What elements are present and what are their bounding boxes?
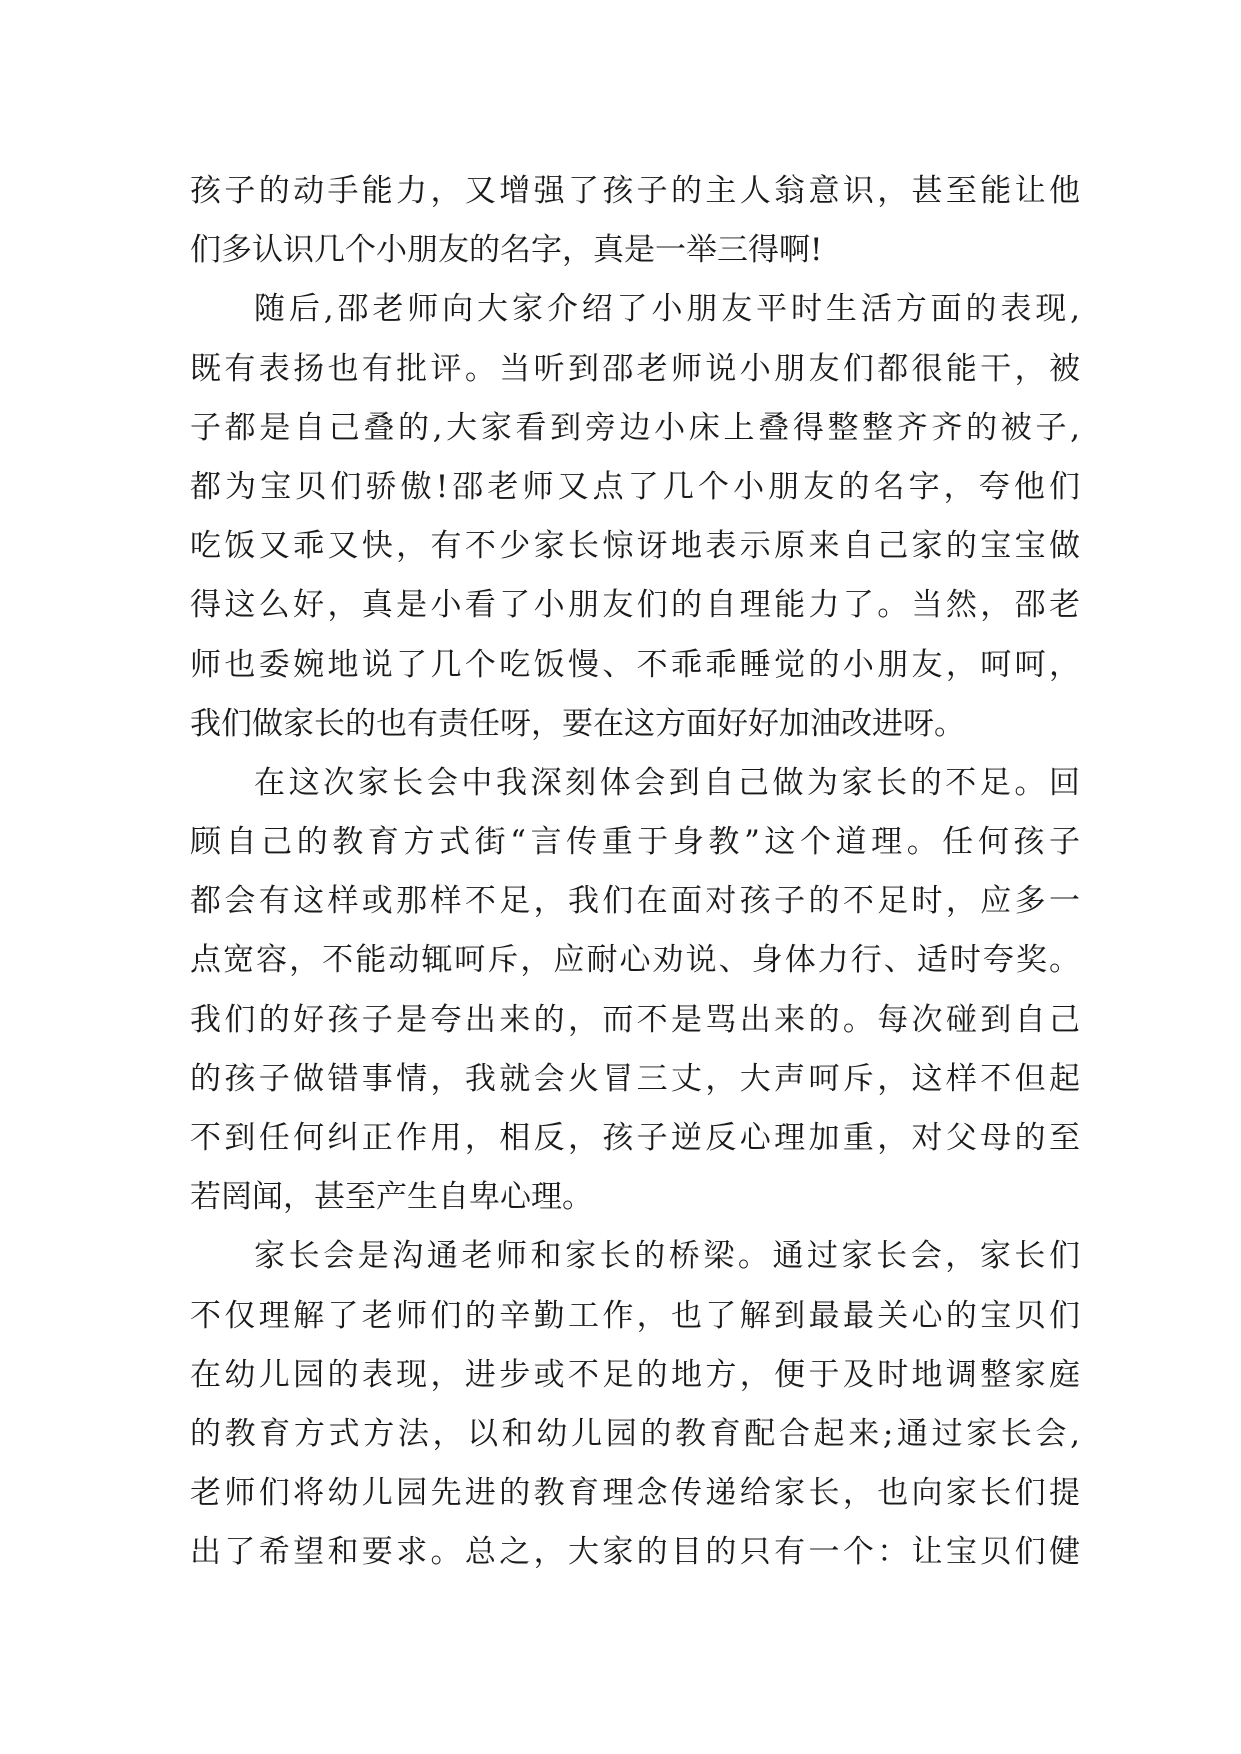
text-line: 得这么好，真是小看了小朋友们的自理能力了。当然，邵老 [190,587,1080,624]
text-line: 师也委婉地说了几个吃饭慢、不乖乖睡觉的小朋友，呵呵， [190,646,1080,683]
text-line: 我们的好孩子是夸出来的，而不是骂出来的。每次碰到自己 [190,1001,1080,1038]
text-line: 我们做家长的也有责任呀，要在这方面好好加油改进呀。 [190,705,965,742]
text-line: 不到任何纠正作用，相反，孩子逆反心理加重，对父母的至 [190,1120,1080,1156]
text-line: 都为宝贝们骄傲!邵老师又点了几个小朋友的名字，夸他们 [190,468,1080,505]
text-line: 孩子的动手能力，又增强了孩子的主人翁意识，甚至能让他 [190,173,1080,209]
text-line: 出了希望和要求。总之，大家的目的只有一个：让宝贝们健 [190,1534,1080,1571]
text-line: 都会有这样或那样不足，我们在面对孩子的不足时，应多一 [190,883,1080,920]
text-line: 的教育方式方法，以和幼儿园的教育配合起来;通过家长会, [190,1415,1080,1452]
text-line: 点宽容，不能动辄呵斥，应耐心劝说、身体力行、适时夸奖。 [190,942,1080,979]
text-line: 顾自己的教育方式街“言传重于身教”这个道理。任何孩子 [190,824,1080,861]
text-line: 的孩子做错事情，我就会火冒三丈，大声呵斥，这样不但起 [190,1060,1080,1097]
text-line: 吃饭又乖又快，有不少家长惊讶地表示原来自己家的宝宝做 [190,528,1080,565]
paragraph-first-line: 随后,邵老师向大家介绍了小朋友平时生活方面的表现, [254,291,1080,328]
text-line: 在幼儿园的表现，进步或不足的地方，便于及时地调整家庭 [190,1356,1080,1393]
text-line: 若罔闻，甚至产生自卑心理。 [190,1179,593,1216]
paragraph-first-line: 在这次家长会中我深刻体会到自己做为家长的不足。回 [254,764,1080,801]
text-line: 们多认识几个小朋友的名字，真是一举三得啊! [190,232,823,269]
document-body [190,162,1080,1583]
text-line: 既有表扬也有批评。当听到邵老师说小朋友们都很能干，被 [190,350,1080,387]
text-line: 老师们将幼儿园先进的教育理念传递给家长，也向家长们提 [190,1475,1080,1512]
paragraph-first-line: 家长会是沟通老师和家长的桥梁。通过家长会，家长们 [254,1238,1080,1275]
text-line: 不仅理解了老师们的辛勤工作，也了解到最最关心的宝贝们 [190,1297,1080,1334]
text-line: 子都是自己叠的,大家看到旁边小床上叠得整整齐齐的被子, [190,409,1080,446]
